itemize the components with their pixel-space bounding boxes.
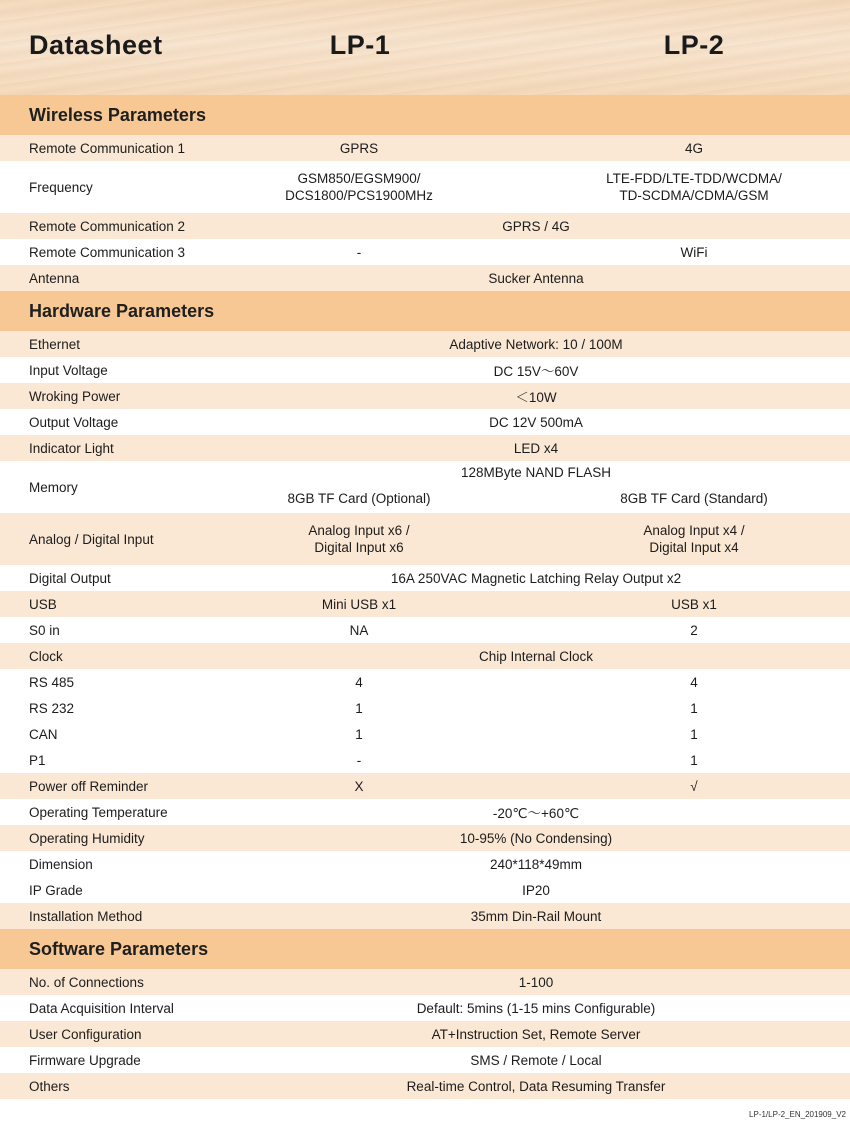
shared-value: Default: 5mins (1-15 mins Configurable) [416,1000,656,1016]
row-label: Memory [29,479,78,495]
lp1-value: Mini USB x1 [321,596,397,612]
row-p1 [0,747,850,773]
row-label: Dimension [29,856,93,872]
shared-value: 1-100 [518,974,554,990]
row-operating-humidity [0,825,850,851]
row-working-power [0,383,850,409]
lp2-value: 4G [684,140,703,156]
row-label: Remote Communication 3 [29,244,186,260]
row-label: Remote Communication 1 [29,140,186,156]
row-label: User Configuration [29,1026,142,1042]
row-label: Antenna [29,270,80,286]
row-output-voltage [0,409,850,435]
lp1-value: Analog Input x6 / Digital Input x6 [308,523,410,555]
row-label: Output Voltage [29,414,119,430]
row-label: Data Acquisition Interval [29,1000,174,1016]
shared-value: IP20 [522,882,550,898]
shared-value: Chip Internal Clock [478,648,594,664]
column-header-lp1: LP-1 [329,30,391,60]
shared-value: 240*118*49mm [489,856,583,872]
row-dimension [0,851,850,877]
row-remote-communication-3 [0,239,850,265]
shared-value: Real-time Control, Data Resuming Transfer [406,1078,666,1094]
row-label: Remote Communication 2 [29,218,186,234]
row-label: Operating Humidity [29,830,145,846]
lp2-value: LTE-FDD/LTE-TDD/WCDMA/ TD-SCDMA/CDMA/GSM [606,171,782,203]
header-banner [0,0,850,95]
row-data-acquisition [0,995,850,1021]
row-memory [0,461,850,513]
lp2-value: 1 [690,752,698,768]
row-label: Firmware Upgrade [29,1052,141,1068]
row-rs232 [0,695,850,721]
shared-value: SMS / Remote / Local [470,1052,602,1068]
row-user-configuration [0,1021,850,1047]
row-firmware-upgrade [0,1047,850,1073]
lp1-value: 1 [355,726,363,742]
lp2-value: 1 [690,726,698,742]
shared-value: LED x4 [513,440,559,456]
row-ip-grade [0,877,850,903]
shared-value: -20℃～+60℃ [492,806,580,821]
lp2-value: 2 [690,622,698,638]
row-installation-method [0,903,850,929]
row-antenna [0,265,850,291]
row-label: Clock [29,648,63,664]
lp1-value: - [356,752,362,768]
lp2-value: USB x1 [671,596,717,612]
row-label: RS 485 [29,674,75,690]
row-label: Analog / Digital Input [29,531,154,547]
lp1-value: 4 [355,674,363,690]
lp2-value: WiFi [680,244,708,260]
row-rs485 [0,669,850,695]
shared-value: 35mm Din-Rail Mount [470,908,602,924]
shared-value: 16A 250VAC Magnetic Latching Relay Output x2 [390,570,682,586]
shared-value: Adaptive Network: 10 / 100M [449,336,623,352]
lp1-value: NA [349,622,369,638]
row-label: Others [29,1078,70,1094]
row-ethernet [0,331,850,357]
shared-value: 10-95% (No Condensing) [459,830,613,846]
row-frequency [0,161,850,213]
lp2-value: 8GB TF Card (Standard) [620,491,768,506]
datasheet-table [0,95,850,1099]
row-others [0,1073,850,1099]
row-label: S0 in [29,622,60,638]
row-label: Operating Temperature [29,804,168,820]
row-digital-output [0,565,850,591]
section-hardware: Hardware Parameters [0,291,850,331]
row-label: Input Voltage [29,362,108,378]
section-software: Software Parameters [0,929,850,969]
row-label: Frequency [29,179,93,195]
column-header-lp2: LP-2 [663,30,725,60]
document-code: LP-1/LP-2_EN_201909_V2 [749,1110,846,1119]
row-analog-digital-input [0,513,850,565]
row-remote-communication-2 [0,213,850,239]
row-s0-in [0,617,850,643]
row-connections [0,969,850,995]
shared-value: GPRS / 4G [502,218,570,234]
row-label: IP Grade [29,882,83,898]
shared-value: DC 15V～60V [493,364,579,379]
row-clock [0,643,850,669]
page-title: Datasheet [29,30,163,60]
row-power-off-reminder [0,773,850,799]
row-input-voltage [0,357,850,383]
row-label: Ethernet [29,336,81,352]
row-label: Installation Method [29,908,143,924]
shared-value: ＜10W [515,390,557,405]
row-indicator-light [0,435,850,461]
row-label: No. of Connections [29,974,144,990]
lp1-value: - [356,244,362,260]
row-remote-communication-1 [0,135,850,161]
row-usb [0,591,850,617]
row-label: CAN [29,726,58,742]
shared-value: Sucker Antenna [488,270,584,286]
lp1-value: GSM850/EGSM900/ DCS1800/PCS1900MHz [285,171,433,203]
section-wireless: Wireless Parameters [0,95,850,135]
lp1-value: 8GB TF Card (Optional) [287,491,431,506]
shared-value: AT+Instruction Set, Remote Server [431,1026,641,1042]
row-label: Indicator Light [29,440,114,456]
row-label: USB [29,596,57,612]
lp2-value: Analog Input x4 / Digital Input x4 [643,523,745,555]
lp1-value: 1 [355,700,363,716]
lp1-value: GPRS [339,140,379,156]
row-label: Power off Reminder [29,778,149,794]
row-label: Digital Output [29,570,111,586]
row-operating-temperature [0,799,850,825]
lp2-value: 1 [690,700,698,716]
row-can [0,721,850,747]
lp2-value: √ [690,778,698,794]
shared-value: 128MByte NAND FLASH [460,465,612,480]
row-label: Wroking Power [29,388,121,404]
row-label: P1 [29,752,46,768]
row-label: RS 232 [29,700,75,716]
lp1-value: X [354,778,364,794]
shared-value: DC 12V 500mA [489,414,583,430]
lp2-value: 4 [690,674,698,690]
